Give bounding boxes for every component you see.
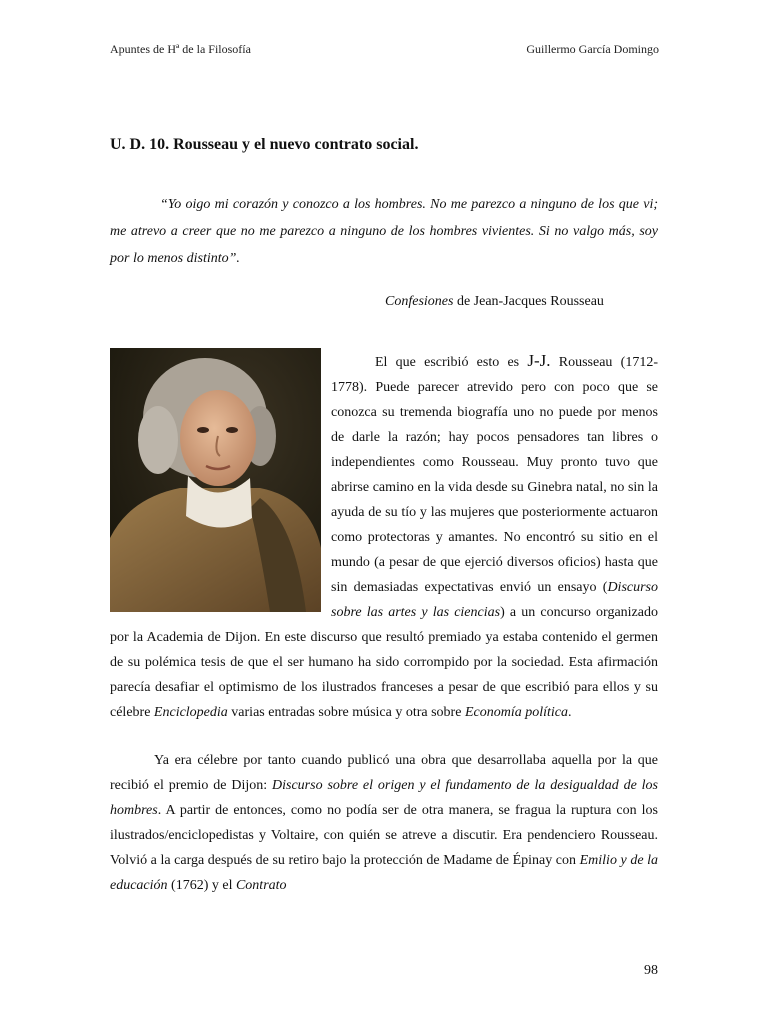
p1-work-discurso-artes: Discurso sobre las artes y las ciencias (331, 580, 658, 620)
attribution-author: de Jean-Jacques Rousseau (453, 294, 604, 309)
p1-name-initials: J-J. (527, 351, 551, 370)
header-course-title: Apuntes de Hª de la Filosofía (110, 42, 251, 56)
header-author: Guillermo García Domingo (526, 42, 659, 56)
p2-text-2: . A partir de entonces, como no podía ser de otra manera, se fragua la ruptura con los ilustrados/enciclopedistas y Voltaire, con quién se atreve a discutir. Era pendenciero Rousseau. Volvió a la carga después de su retiro bajo la protección de Madame de Épinay con (110, 803, 658, 868)
p1-work-economia-politica: Economía política (464, 705, 568, 720)
paragraph-2 (110, 748, 658, 898)
epigraph-attribution (385, 294, 604, 310)
p1-work-enciclopedia: Enciclopedia (153, 705, 228, 720)
page-number: 98 (644, 963, 658, 978)
attribution-work: Confesiones (385, 294, 454, 309)
rousseau-portrait (110, 348, 321, 612)
body-text (110, 348, 658, 898)
page-title: U. D. 10. Rousseau y el nuevo contrato social. (110, 136, 419, 153)
p1-text-3: ) a un concurso organizado por la Academia de Dijon. En este discurso que resultó premiado ya estaba contenido el germen de su polémica tesis de que el ser humano ha sido corrompido por la sociedad. Esta afirmación parecía desafiar el optimismo de los ilustrados franceses a pesar de que escribió para ellos y su célebre (110, 605, 658, 720)
p1-text-2: Rousseau (1712-1778). Puede parecer atrevido pero con poco que se conozca su tremenda biografía uno no puede por menos de darle la razón; hay pocos pensadores tan libres o independientes como Rousseau. Muy pronto tuvo que abrirse camino en la vida desde su Ginebra natal, no sin la ayuda de su tío y las mujeres que posteriormente actuaron como protectoras y amantes. No encontró su sitio en el mundo (a pesar de que ejerció diversos oficios) hasta que sin demasiadas expectativas envió un ensayo ( (331, 355, 658, 595)
p2-work-emilio: Emilio y de la educación (110, 853, 658, 893)
epigraph-quote: “Yo oigo mi corazón y conozco a los hombres. No me parezco a ninguno de los que vi; me atrevo a creer que no me parezco a ninguno de los hombres vivientes. Si no valgo más, soy por lo menos distinto”. (110, 197, 658, 266)
p1-text-1: El que escribió esto es (375, 355, 528, 370)
p2-work-discurso-desigualdad: Discurso sobre el origen y el fundamento de la desigualdad de los hombres (110, 778, 658, 818)
p2-work-contrato: Contrato (235, 878, 287, 893)
p1-text-5: . (567, 705, 572, 720)
p2-text-3: (1762) y el (167, 878, 236, 893)
p1-text-4: varias entradas sobre música y otra sobre (227, 705, 465, 720)
p2-text-1: Ya era célebre por tanto cuando publicó una obra que desarrollaba aquella por la que recibió el premio de Dijon: (110, 753, 658, 793)
